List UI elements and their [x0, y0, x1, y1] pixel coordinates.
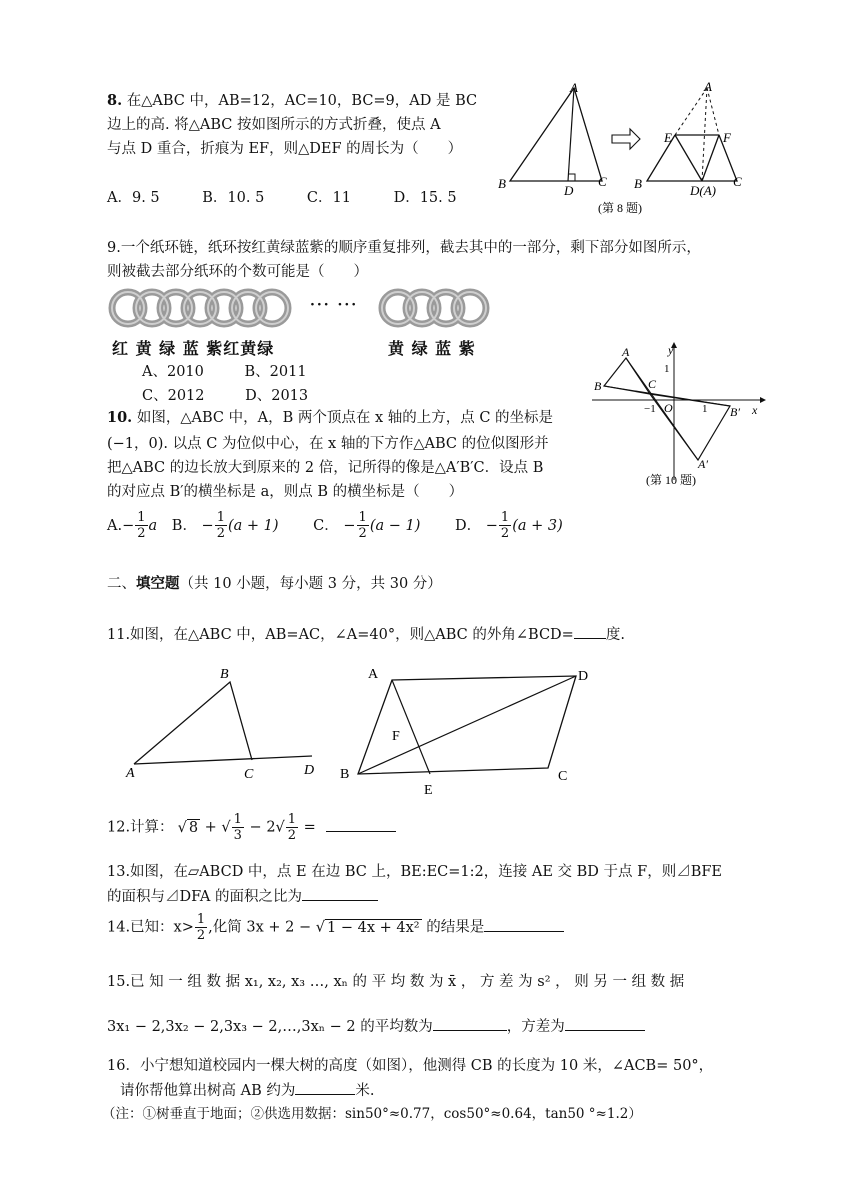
q9-option-c[interactable]: C、2012: [142, 388, 205, 404]
q13-line2: 的面积与⊿DFA 的面积之比为: [107, 886, 378, 907]
q10-line1: 10. 如图，△ABC 中，A，B 两个顶点在 x 轴的上方，点 C 的坐标是: [107, 409, 554, 426]
q8-line1: 8. 在△ABC 中，AB=12，AC=10，BC=9，AD 是 BC: [107, 92, 478, 109]
q11-text: 11.如图，在△ABC 中，AB=AC，∠A=40°，则△ABC 的外角∠BCD= 度.: [107, 624, 625, 645]
q8-label-c: C: [598, 174, 607, 189]
q16-answer-blank[interactable]: [295, 1080, 355, 1095]
q10-label-one-x: 1: [702, 403, 708, 415]
q15-mean-blank[interactable]: [433, 1016, 507, 1031]
q16-line1: 16．小宁想知道校园内一棵大树的高度（如图），他测得 CB 的长度为 10 米，∠ACB= 50°，: [107, 1058, 714, 1074]
q11-label-c: C: [244, 767, 254, 780]
q10-label-ap: A′: [698, 457, 708, 471]
q15-line1: 15.已 知 一 组 数 据 x₁, x₂, x₃ …, xₙ 的 平 均 数 为 x̄ ， 方 差 为 s² ， 则 另 一 组 数 据: [107, 974, 685, 990]
q13-line1: 13.如图，在▱ABCD 中，点 E 在边 BC 上，BE:EC=1:2，连接 AE 交 BD 于点 F，则⊿BFE: [107, 864, 723, 880]
q9-option-a[interactable]: A、2010: [142, 364, 204, 380]
q8-label-d: D: [564, 183, 574, 198]
q10-option-b[interactable]: B． − $\frac{1}{2}$ (a + 1): [171, 510, 279, 541]
q10-option-c[interactable]: C． − $\frac{1}{2}$ (a − 1): [313, 510, 421, 541]
q8-option-d[interactable]: D．15. 5: [393, 190, 457, 206]
q13-label-c: C: [558, 769, 568, 784]
q10-figure: [592, 340, 768, 492]
q10-line3: 把△ABC 的边长放大到原来的 2 倍，记所得的像是△A′B′C．设点 B: [107, 460, 544, 476]
q9-option-b[interactable]: B、2011: [244, 364, 307, 380]
q11-figure-triangle: [120, 660, 330, 780]
q16-line2: 请你帮他算出树高 AB 约为 米.: [120, 1080, 374, 1101]
q10-label-b: B: [594, 379, 602, 393]
q8-right-label-a: A: [704, 79, 712, 94]
q9-options-row2: [142, 384, 308, 405]
q13-label-d: D: [578, 669, 589, 684]
q8-label-b: B: [498, 176, 506, 191]
q12-answer-blank[interactable]: [326, 817, 396, 832]
q10-label-neg1: −1: [644, 403, 656, 415]
q8-option-a[interactable]: A．9. 5: [107, 190, 160, 206]
arrow-icon: [612, 129, 640, 149]
q10-option-d[interactable]: D． − $\frac{1}{2}$ (a + 3): [455, 510, 563, 541]
q8-option-c[interactable]: C．11: [306, 190, 351, 206]
q14-text: 14.已知：x> $\frac{1}{2}$ ,化简 3x + 2 − √ 1 − 4x + 4x² 的结果是: [107, 912, 564, 943]
q8-label-f: F: [723, 130, 731, 145]
section-2-heading: 二、填空题（共 10 小题，每小题 3 分，共 30 分）: [107, 575, 442, 592]
q8-label-da: D(A): [690, 183, 716, 198]
q13-answer-blank[interactable]: [302, 886, 378, 901]
q10-label-o: O: [664, 401, 673, 415]
q15-line2: 3x₁ − 2,3x₂ − 2,3x₃ − 2,…,3xₙ − 2 的平均数为 ，方差为: [107, 1016, 645, 1037]
q10-label-y: y: [668, 343, 674, 357]
q8-number: 8.: [107, 92, 123, 109]
q8-caption: (第 8 题): [598, 201, 642, 215]
q13-figure-parallelogram: [336, 656, 606, 802]
ring-colors-right: 黄 绿 蓝 紫: [388, 339, 476, 358]
q9-line1: 9.一个纸环链，纸环按红黄绿蓝紫的顺序重复排列，截去其中的一部分，剩下部分如图所示，: [107, 240, 701, 256]
q10-label-bp: B′: [730, 405, 740, 419]
q9-option-d[interactable]: D、2013: [245, 388, 309, 404]
q13-label-f: F: [392, 729, 400, 744]
q8-line3: 与点 D 重合，折痕为 EF，则△DEF 的周长为（ ）: [107, 141, 463, 157]
q10-line4: 的对应点 B′的横坐标是 a，则点 B 的横坐标是（ ）: [107, 484, 464, 500]
ring-ellipsis: ··· ···: [310, 297, 359, 313]
ring-colors-left: 红 黄 绿 蓝 紫红黄绿: [112, 339, 275, 358]
q10-line2: (−1，0). 以点 C 为位似中心，在 x 轴的下方作△ABC 的位似图形并: [107, 436, 549, 452]
q16-note: （注：①树垂直于地面；②供选用数据：sin50°≈0.77，cos50°≈0.64，tan50 °≈1.2）: [102, 1106, 642, 1122]
q9-line2: 则被截去部分纸环的个数可能是（ ）: [107, 264, 368, 280]
q10-label-one-y: 1: [664, 363, 670, 375]
q8-right-label-b: B: [634, 176, 642, 191]
q10-option-a[interactable]: A.− $\frac{1}{2}$ a: [107, 510, 158, 541]
q11-answer-blank[interactable]: [574, 624, 606, 639]
q8-right-label-c: C: [733, 174, 742, 189]
q8-label-a: A: [570, 80, 578, 95]
q14-answer-blank[interactable]: [484, 917, 564, 932]
q8-figure: [490, 78, 760, 218]
q9-options-row1: [142, 360, 307, 381]
q13-label-b: B: [340, 767, 350, 782]
q10-label-a: A: [622, 345, 630, 359]
q10-label-c: C: [648, 377, 657, 391]
ring-chain-left: [106, 284, 306, 332]
q8-options: [107, 188, 457, 208]
q8-line2: 边上的高. 将△ABC 按如图所示的方式折叠，使点 A: [107, 117, 441, 133]
q13-label-e: E: [424, 783, 433, 798]
q12-text: 12.计算： √ 8 + √ $\frac{1}{3}$ − 2√ $\frac{1}{2}$ =: [107, 812, 396, 843]
q10-caption: (第 10 题): [646, 473, 696, 487]
q10-label-x: x: [752, 403, 758, 417]
q11-label-a: A: [126, 766, 135, 780]
q8-option-b[interactable]: B．10. 5: [202, 190, 265, 206]
ring-chain-right: [376, 284, 496, 332]
q10-options: [107, 510, 563, 541]
q8-label-e: E: [664, 130, 672, 145]
q11-label-b: B: [220, 667, 229, 682]
q15-variance-blank[interactable]: [565, 1016, 645, 1031]
q13-label-a: A: [368, 667, 379, 682]
q11-label-d: D: [304, 763, 315, 778]
